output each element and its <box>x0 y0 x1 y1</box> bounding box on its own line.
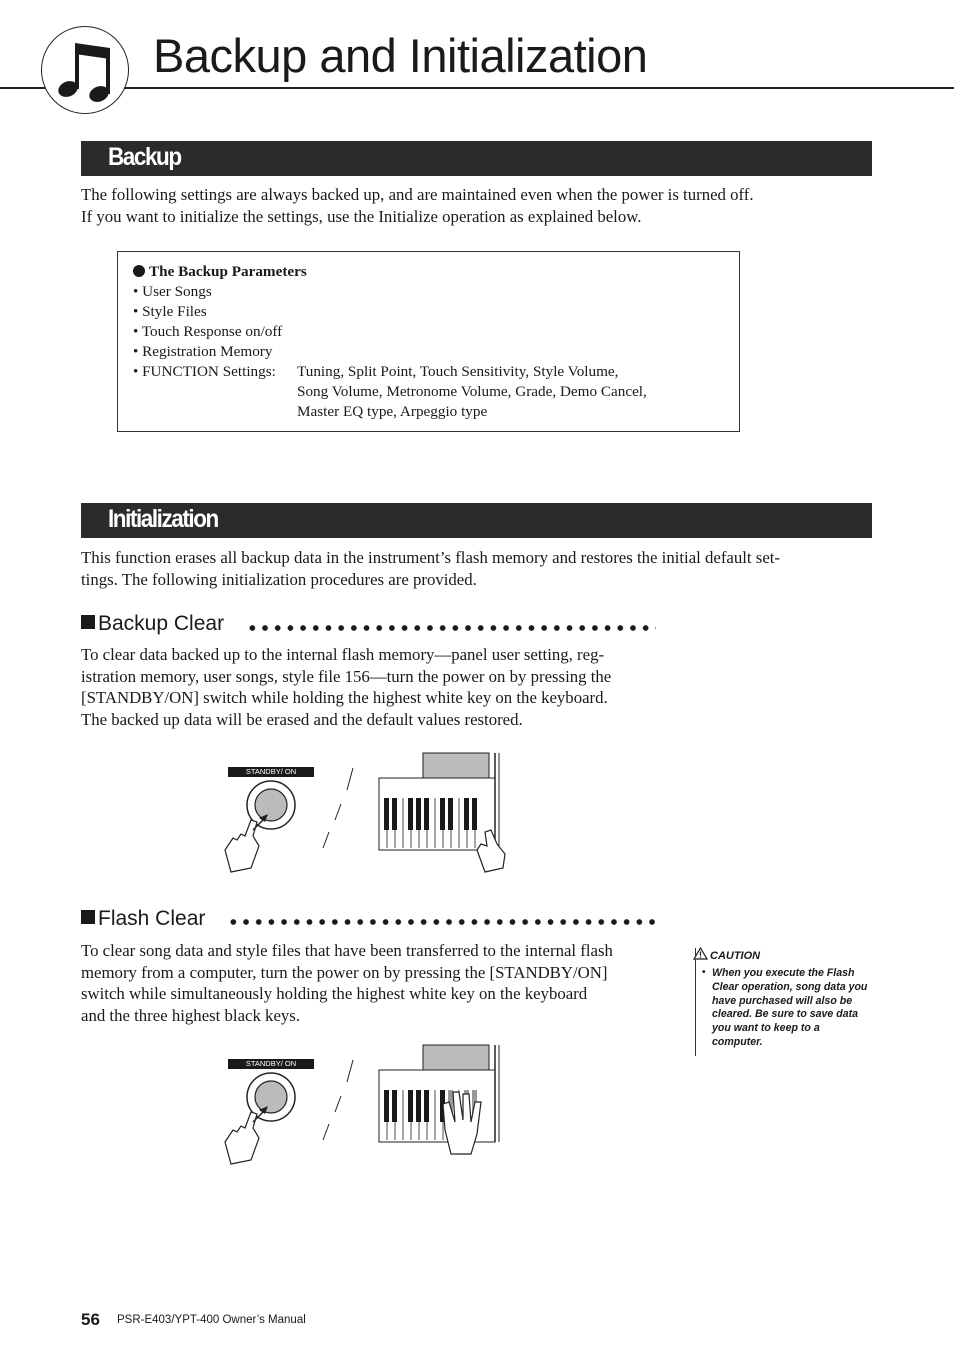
manual-name: PSR-E403/YPT-400 Owner’s Manual <box>117 1314 306 1326</box>
backup-intro-line-1: The following settings are always backed up, and are maintained even when the power is turned off. <box>81 185 754 204</box>
init-intro-line-2: tings. The following initialization procedures are provided. <box>81 570 477 589</box>
page-number: 56 <box>81 1310 100 1329</box>
box-item: • User Songs <box>133 283 212 300</box>
initialization-section-bar <box>81 503 872 538</box>
init-intro-line-1: This function erases all backup data in the instrument’s flash memory and restores the initial default set- <box>81 548 781 567</box>
flash-clear-line: and the three highest black keys. <box>81 1006 301 1025</box>
flash-clear-heading <box>81 906 205 932</box>
standby-switch-label: STANDBY/ ON <box>228 1059 314 1069</box>
box-item: • Style Files <box>133 303 207 320</box>
backup-clear-line: istration memory, user songs, style file 156—turn the power on by pressing the <box>81 667 612 686</box>
caution-rule <box>695 948 696 1056</box>
backup-clear-line: [STANDBY/ON] switch while holding the highest white key on the keyboard. <box>81 688 608 707</box>
square-bullet-icon <box>81 910 95 924</box>
backup-section-bar <box>81 141 872 176</box>
caution-text: When you execute the Flash Clear operation, song data you have purchased will also be cleared. Be sure to save data you want to keep to a computer. <box>712 967 868 1048</box>
box-title: The Backup Parameters <box>149 263 307 280</box>
flash-clear-line: memory from a computer, turn the power on by pressing the [STANDBY/ON] <box>81 963 608 982</box>
music-note-icon <box>41 26 129 114</box>
standby-switch-label: STANDBY/ ON <box>228 767 314 777</box>
box-title-row <box>133 262 307 282</box>
backup-heading: Backup <box>108 143 181 171</box>
page-title: Backup and Initialization <box>153 29 648 82</box>
function-settings-line: Tuning, Split Point, Touch Sensitivity, Style Volume, <box>297 363 619 380</box>
bullet-dot-icon <box>133 265 145 277</box>
dotted-leader <box>246 625 656 631</box>
box-item: • Touch Response on/off <box>133 323 283 340</box>
flash-clear-line: switch while simultaneously holding the highest white key on the keyboard <box>81 984 588 1003</box>
title-rule <box>0 87 954 89</box>
backup-clear-title: Backup Clear <box>98 612 225 635</box>
backup-clear-line: To clear data backed up to the internal flash memory—panel user setting, reg- <box>81 645 605 664</box>
function-settings-label: • FUNCTION Settings: <box>133 363 276 380</box>
function-settings-line: Song Volume, Metronome Volume, Grade, Demo Cancel, <box>297 383 647 400</box>
backup-parameters-box <box>117 251 740 432</box>
backup-intro-line-2: If you want to initialize the settings, use the Initialize operation as explained below. <box>81 207 642 226</box>
backup-clear-heading <box>81 611 224 637</box>
initialization-heading: Initialization <box>108 505 218 533</box>
standby-switch-keyboard-drawing <box>215 750 515 880</box>
caution-title: CAUTION <box>710 950 761 962</box>
warning-triangle-icon <box>693 947 708 960</box>
square-bullet-icon <box>81 615 95 629</box>
flash-clear-line: To clear song data and style files that have been transferred to the internal flash <box>81 941 613 960</box>
backup-clear-illustration <box>215 750 515 880</box>
flash-clear-title: Flash Clear <box>98 907 206 930</box>
flash-clear-illustration <box>215 1042 515 1172</box>
dotted-leader <box>227 919 656 925</box>
box-item: • Registration Memory <box>133 343 273 360</box>
caution-bullet: • <box>702 967 706 978</box>
function-settings-line: Master EQ type, Arpeggio type <box>297 403 488 420</box>
standby-switch-keyboard-drawing <box>215 1042 515 1172</box>
backup-clear-line: The backed up data will be erased and the default values restored. <box>81 710 523 729</box>
